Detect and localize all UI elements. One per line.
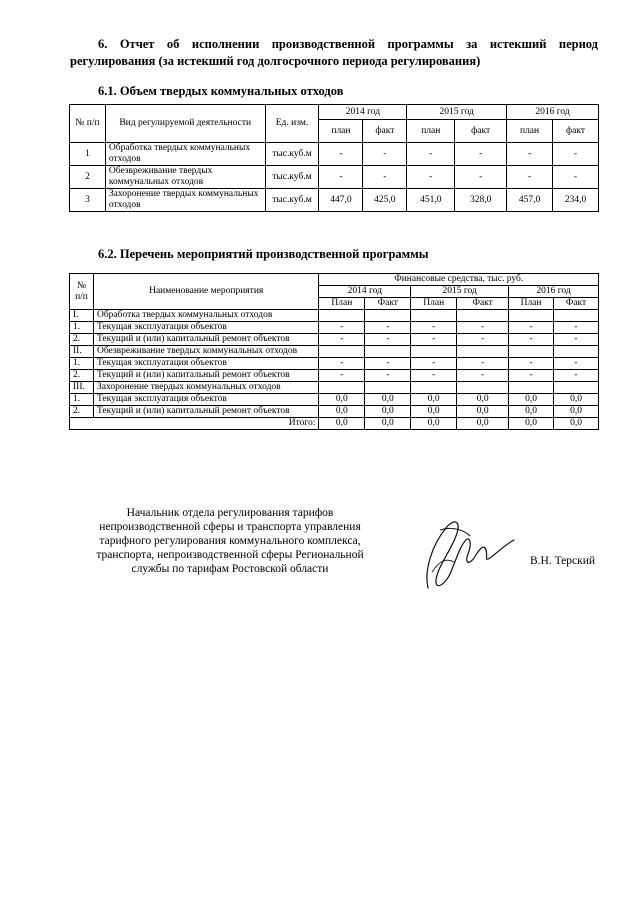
table-row xyxy=(70,334,599,346)
cell: - xyxy=(319,166,363,189)
header-finance: Финансовые средства, тыс. руб. xyxy=(319,274,599,286)
cell: - xyxy=(507,166,553,189)
cell xyxy=(319,382,365,394)
table-row xyxy=(70,166,599,189)
cell: - xyxy=(509,334,554,346)
cell: 0,0 xyxy=(509,418,554,430)
cell xyxy=(365,310,411,322)
cell: - xyxy=(507,143,553,166)
cell: - xyxy=(554,322,599,334)
row-num: 3 xyxy=(70,189,106,212)
cell: 0,0 xyxy=(457,418,509,430)
header-plan: план xyxy=(407,120,455,143)
header-activity: Вид регулируемой деятельности xyxy=(105,105,265,143)
cell: - xyxy=(509,358,554,370)
cell: - xyxy=(365,322,411,334)
row-num: 2. xyxy=(70,370,94,382)
header-plan: план xyxy=(507,120,553,143)
cell: 451,0 xyxy=(407,189,455,212)
cell: 328,0 xyxy=(455,189,507,212)
table2-title: 6.2. Перечень мероприятий производственной программы xyxy=(98,247,429,261)
cell: - xyxy=(363,166,407,189)
table-row xyxy=(70,370,599,382)
header-fact: Факт xyxy=(365,298,411,310)
cell: - xyxy=(365,370,411,382)
cell: - xyxy=(365,334,411,346)
cell xyxy=(319,346,365,358)
cell: - xyxy=(411,322,457,334)
cell: 0,0 xyxy=(411,406,457,418)
cell: - xyxy=(407,143,455,166)
cell: 0,0 xyxy=(319,406,365,418)
signatory-name: В.Н. Терский xyxy=(530,555,596,567)
row-num: 2. xyxy=(70,406,94,418)
cell: - xyxy=(554,358,599,370)
header-fact: факт xyxy=(363,120,407,143)
cell xyxy=(365,382,411,394)
cell: 0,0 xyxy=(365,406,411,418)
row-unit: тыс.куб.м xyxy=(265,143,319,166)
table-row xyxy=(70,310,599,322)
table-row xyxy=(70,143,599,166)
table-row xyxy=(70,189,599,212)
row-num: 1. xyxy=(70,322,94,334)
row-name: Текущая эксплуатация объектов xyxy=(93,358,318,370)
cell xyxy=(319,310,365,322)
cell: - xyxy=(553,166,599,189)
cell: - xyxy=(411,370,457,382)
header-fact: факт xyxy=(553,120,599,143)
row-name: Захоронение твердых коммунальных отходов xyxy=(93,382,318,394)
header-year: 2015 год xyxy=(411,286,509,298)
cell xyxy=(365,346,411,358)
cell: 234,0 xyxy=(553,189,599,212)
cell: 0,0 xyxy=(509,394,554,406)
row-name: Захоронение твердых коммунальных отходов xyxy=(105,189,265,212)
header-num: № п/п xyxy=(70,274,94,310)
cell: 0,0 xyxy=(457,406,509,418)
cell: 0,0 xyxy=(457,394,509,406)
total-row xyxy=(70,418,599,430)
header-unit: Ед. изм. xyxy=(265,105,319,143)
row-num: 2. xyxy=(70,334,94,346)
table-row xyxy=(70,358,599,370)
cell: 0,0 xyxy=(554,406,599,418)
header-measure: Наименование мероприятия xyxy=(93,274,318,310)
cell: - xyxy=(553,143,599,166)
cell: - xyxy=(319,334,365,346)
cell: - xyxy=(554,370,599,382)
row-num: 1. xyxy=(70,358,94,370)
row-unit: тыс.куб.м xyxy=(265,189,319,212)
row-name: Текущий и (или) капитальный ремонт объектов xyxy=(93,334,318,346)
header-fact: факт xyxy=(455,120,507,143)
row-name: Текущий и (или) капитальный ремонт объектов xyxy=(93,406,318,418)
cell: 0,0 xyxy=(319,418,365,430)
cell xyxy=(509,382,554,394)
row-num: 1 xyxy=(70,143,106,166)
cell: 0,0 xyxy=(365,394,411,406)
header-year: 2014 год xyxy=(319,286,411,298)
row-name: Обработка твердых коммунальных отходов xyxy=(105,143,265,166)
cell xyxy=(411,382,457,394)
measures-table xyxy=(69,273,599,430)
cell: - xyxy=(319,143,363,166)
cell xyxy=(554,382,599,394)
row-num: I. xyxy=(70,310,94,322)
cell: 0,0 xyxy=(554,394,599,406)
cell: - xyxy=(319,370,365,382)
cell: - xyxy=(411,334,457,346)
cell: - xyxy=(509,322,554,334)
cell xyxy=(554,346,599,358)
cell: - xyxy=(363,143,407,166)
cell: 447,0 xyxy=(319,189,363,212)
cell: 0,0 xyxy=(411,394,457,406)
cell xyxy=(457,310,509,322)
row-num: 2 xyxy=(70,166,106,189)
row-unit: тыс.куб.м xyxy=(265,166,319,189)
header-year: 2016 год xyxy=(507,105,599,120)
total-label: Итого: xyxy=(70,418,319,430)
cell: 0,0 xyxy=(365,418,411,430)
cell: 0,0 xyxy=(319,394,365,406)
waste-volume-table xyxy=(69,104,599,212)
cell: - xyxy=(457,334,509,346)
row-name: Обезвреживание твердых коммунальных отходов xyxy=(105,166,265,189)
cell: - xyxy=(457,322,509,334)
cell: - xyxy=(411,358,457,370)
cell: - xyxy=(407,166,455,189)
row-name: Текущая эксплуатация объектов xyxy=(93,322,318,334)
cell: - xyxy=(455,143,507,166)
table-row xyxy=(70,406,599,418)
cell: 425,0 xyxy=(363,189,407,212)
cell: - xyxy=(319,358,365,370)
cell xyxy=(457,346,509,358)
cell: 0,0 xyxy=(411,418,457,430)
header-num: № п/п xyxy=(70,105,106,143)
row-name: Текущая эксплуатация объектов xyxy=(93,394,318,406)
cell xyxy=(457,382,509,394)
table1-title: 6.1. Объем твердых коммунальных отходов xyxy=(98,84,344,98)
table-row xyxy=(70,322,599,334)
header-plan: план xyxy=(319,120,363,143)
header-plan: План xyxy=(411,298,457,310)
cell: 0,0 xyxy=(554,418,599,430)
cell xyxy=(411,310,457,322)
section-heading: 6. Отчет об исполнении производственной программы за истекший период регулирования (за истекший год долгосрочного периода регулирования) xyxy=(70,37,598,68)
cell xyxy=(554,310,599,322)
table-row xyxy=(70,346,599,358)
cell: - xyxy=(509,370,554,382)
header-fact: Факт xyxy=(457,298,509,310)
cell: - xyxy=(457,358,509,370)
cell xyxy=(411,346,457,358)
header-year: 2016 год xyxy=(509,286,599,298)
cell: 457,0 xyxy=(507,189,553,212)
cell: 0,0 xyxy=(509,406,554,418)
row-num: II. xyxy=(70,346,94,358)
header-plan: План xyxy=(509,298,554,310)
header-plan: План xyxy=(319,298,365,310)
cell: - xyxy=(365,358,411,370)
signatory-position: Начальник отдела регулирования тарифов непроизводственной сферы и транспорта управления тарифного регулирования коммунального комплекса, транспорта, непроизводственной сферы Региональной службы по тарифам Ростовской области xyxy=(96,507,364,575)
table-row xyxy=(70,382,599,394)
row-name: Обработка твердых коммунальных отходов xyxy=(93,310,318,322)
cell: - xyxy=(457,370,509,382)
header-year: 2015 год xyxy=(407,105,507,120)
cell: - xyxy=(319,322,365,334)
cell xyxy=(509,346,554,358)
handwritten-signature xyxy=(410,500,520,595)
row-num: 1. xyxy=(70,394,94,406)
cell: - xyxy=(554,334,599,346)
header-year: 2014 год xyxy=(319,105,407,120)
cell: - xyxy=(455,166,507,189)
table-row xyxy=(70,394,599,406)
row-name: Текущий и (или) капитальный ремонт объектов xyxy=(93,370,318,382)
cell xyxy=(509,310,554,322)
row-num: III. xyxy=(70,382,94,394)
header-fact: Факт xyxy=(554,298,599,310)
row-name: Обезвреживание твердых коммунальных отходов xyxy=(93,346,318,358)
